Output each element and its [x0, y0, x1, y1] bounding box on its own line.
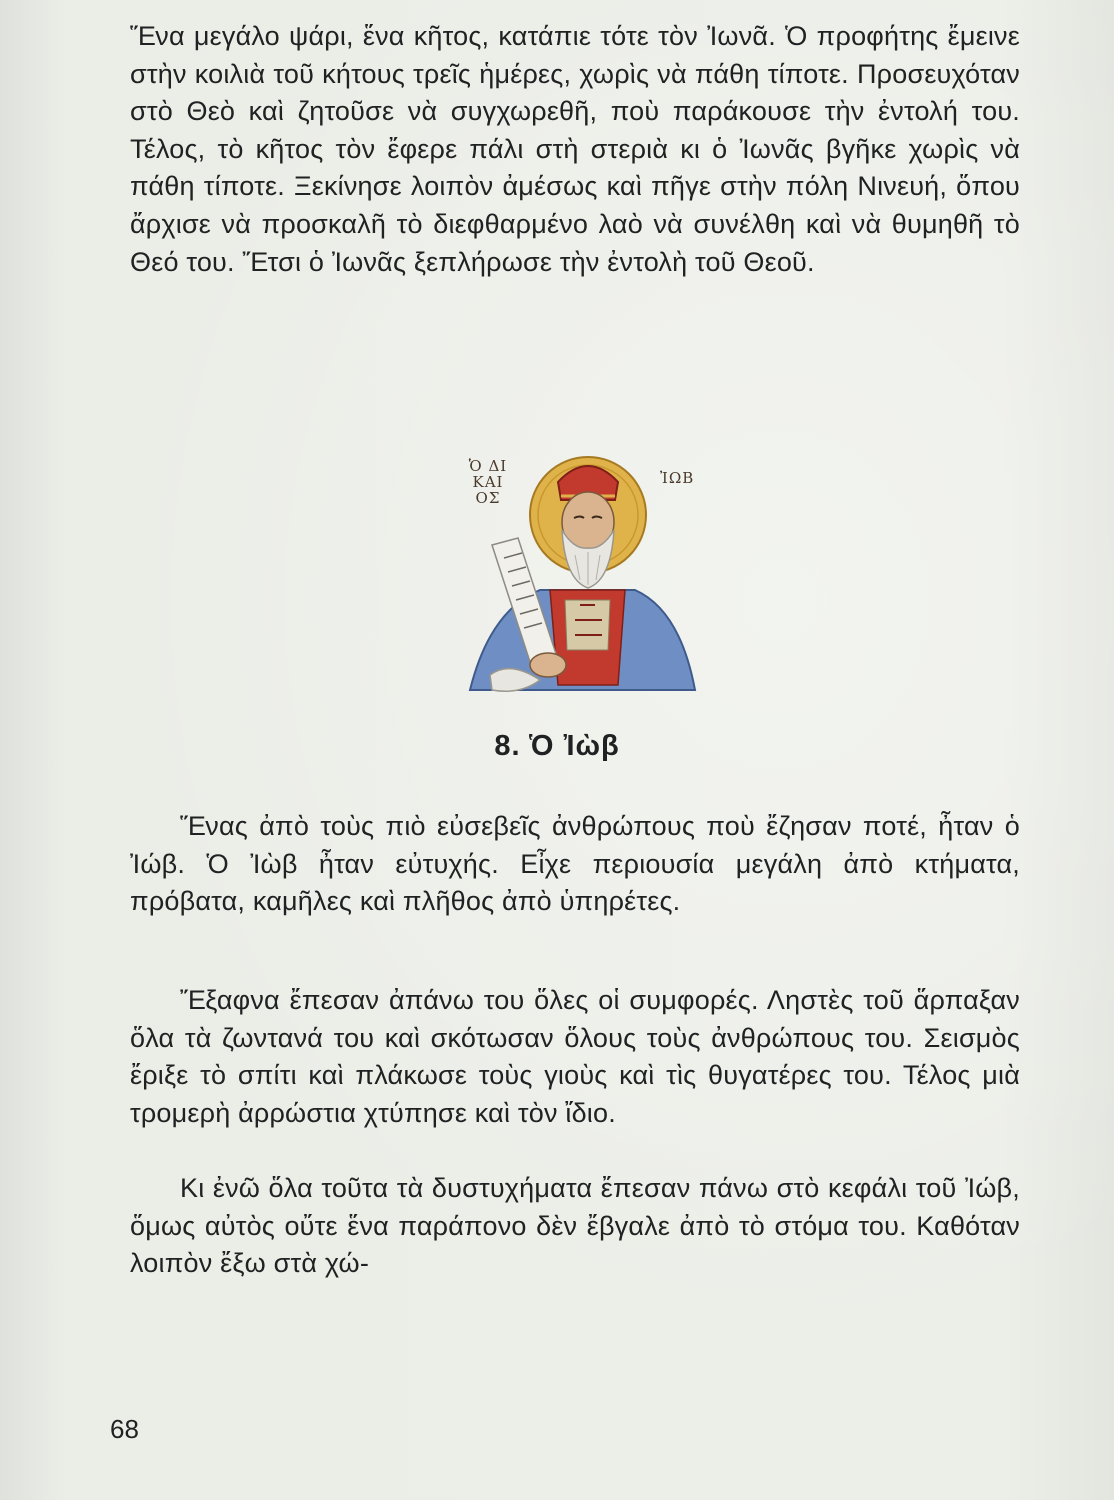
icon-inscription-left: Ὁ ΔΙ ΚΑΙ ΟΣ [468, 457, 508, 507]
icon-inscription-right: ἸΩΒ [660, 469, 695, 487]
paragraph-job-2: Ἔξαφνα ἔπεσαν ἀπάνω του ὅλες οἱ συμφορές. Ληστὲς τοῦ ἅρπαξαν ὅλα τὰ ζωντανά του καὶ σκότωσαν ὅλους τοὺς ἀνθρώπους του. Σεισμὸς ἔριξε τὸ σπίτι καὶ πλάκωσε τοὺς γιοὺς καὶ τὶς θυγατέρες του. Τέλος μιὰ τρομερὴ ἀρρώστια χτύπησε καὶ τὸν ἴδιο. [130, 985, 1020, 1128]
page-number: 68 [110, 1414, 139, 1444]
paragraph-jonah-ending: Ἕνα μεγάλο ψάρι, ἕνα κῆτος, κατάπιε τότε τὸν Ἰωνᾶ. Ὁ προφήτης ἔμεινε στὴν κοιλιὰ τοῦ κήτους τρεῖς ἡμέρες, χωρὶς νὰ πάθη τίποτε. Προσευχόταν στὸ Θεὸ καὶ ζητοῦσε νὰ συγχωρεθῆ, ποὺ παράκουσε τὴν ἐντολή του. Τέλος, τὸ κῆτος τὸν ἔφερε πάλι στὴ στεριὰ κι ὁ Ἰωνᾶς βγῆκε χωρὶς νὰ πάθη τίποτε. Ξεκίνησε λοιπὸν ἀμέσως καὶ πῆγε στὴν πόλη Νινευή, ὅπου ἄρχισε νὰ προσκαλῆ τὸ διεφθαρμένο λαὸ νὰ συνέλθη καὶ νὰ θυμηθῆ τὸ Θεό του. Ἔτσι ὁ Ἰωνᾶς ξεπλήρωσε τὴν ἐντολὴ τοῦ Θεοῦ. [130, 21, 1020, 277]
paragraph-job-3: Κι ἐνῶ ὅλα τοῦτα τὰ δυστυχήματα ἔπεσαν πάνω στὸ κεφάλι τοῦ Ἰώβ, ὅμως αὐτὸς οὔτε ἕνα παράπονο δὲν ἔβγαλε ἀπὸ τὸ στόμα του. Καθόταν λοιπὸν ἔξω στὰ χώ- [130, 1173, 1020, 1279]
section-heading: 8. Ὁ Ἰὼβ [494, 730, 620, 762]
paragraph-job-1: Ἕνας ἀπὸ τοὺς πιὸ εὐσεβεῖς ἀνθρώπους ποὺ ἔζησαν ποτέ, ἦταν ὁ Ἰώβ. Ὁ Ἰὼβ ἦταν εὐτυχής. Εἶχε περιουσία μεγάλη ἀπὸ κτήματα, πρόβατα, καμῆλες καὶ πλῆθος ἀπὸ ὑπηρέτες. [130, 811, 1020, 917]
icon-of-job-figure [430, 440, 720, 710]
